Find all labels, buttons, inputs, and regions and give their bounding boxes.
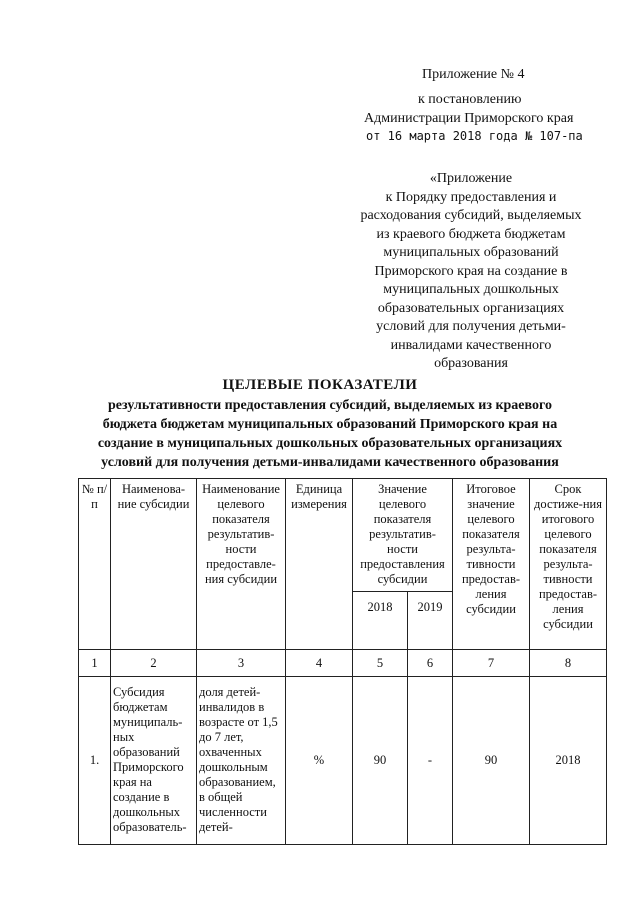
row-indicator: доля детей-инвалидов в возрасте от 1,5 до 7 лет, охваченных дошкольным образованием, в общей численности детей-	[197, 677, 286, 845]
procedure-annex-line: муниципальных образований	[383, 245, 559, 260]
header-indicator: Наименование целевого показателя результатив-ности предоставле-ния субсидии	[197, 479, 286, 650]
header-unit: Единица измерения	[286, 479, 353, 650]
table-row	[79, 677, 607, 845]
procedure-annex-line: муниципальных дошкольных	[383, 282, 559, 297]
header-final-value: Итоговое значение целевого показателя результа-тивности предостав-ления субсидии	[453, 479, 530, 650]
subtitle-line: условий для получения детьми-инвалидами качественного образования	[101, 455, 559, 470]
subtitle-line: создание в муниципальных дошкольных образовательных организациях	[97, 436, 563, 451]
column-number: 4	[286, 650, 353, 677]
procedure-annex-line: условий для получения детьми-	[376, 319, 566, 334]
procedure-annex-line: из краевого бюджета бюджетам	[376, 226, 566, 242]
subtitle-line: бюджета бюджетам муниципальных образований Приморского края на	[102, 417, 558, 432]
annex-administration: Администрации Приморского края	[364, 111, 574, 126]
header-year-2019: 2019	[408, 592, 453, 650]
column-number: 3	[197, 650, 286, 677]
header-year-2018: 2018	[353, 592, 408, 650]
procedure-annex-line: инвалидами качественного	[390, 337, 552, 353]
annex-date: от 16 марта 2018 года № 107-па	[366, 129, 583, 143]
row-subsidy: Субсидия бюджетам муниципаль-ных образований Приморского края на создание в дошкольных образователь-	[111, 677, 197, 845]
column-number: 1	[79, 650, 111, 677]
column-number: 5	[353, 650, 408, 677]
procedure-annex-line: образования	[434, 356, 508, 371]
header-value: Значение целевого показателя результатив-ности предоставления субсидии	[353, 479, 453, 592]
column-number: 8	[530, 650, 607, 677]
header-num: № п/п	[79, 479, 111, 650]
annex-to-resolution: к постановлению	[418, 92, 522, 107]
procedure-annex-line: расходования субсидий, выделяемых	[360, 208, 582, 223]
row-final-value: 90	[453, 677, 530, 845]
subtitle-line: результативности предоставления субсидий, выделяемых из краевого	[108, 398, 552, 413]
column-number: 7	[453, 650, 530, 677]
row-num: 1.	[79, 677, 111, 845]
column-number: 6	[408, 650, 453, 677]
document-title: ЦЕЛЕВЫЕ ПОКАЗАТЕЛИ	[222, 377, 418, 393]
row-value-2019: -	[408, 677, 453, 845]
column-number: 2	[111, 650, 197, 677]
procedure-annex-block	[338, 170, 604, 374]
procedure-annex-line: Приморского края на создание в	[374, 263, 568, 279]
header-subsidy: Наименова-ние субсидии	[111, 479, 197, 650]
row-value-2018: 90	[353, 677, 408, 845]
row-unit: %	[286, 677, 353, 845]
document-subtitle	[40, 396, 620, 472]
procedure-annex-line: к Порядку предоставления и	[385, 189, 557, 205]
procedure-annex-line: образовательных организациях	[377, 300, 565, 316]
indicators-table	[78, 478, 607, 845]
annex-number: Приложение № 4	[422, 67, 525, 82]
row-deadline: 2018	[530, 677, 607, 845]
procedure-annex-line: «Приложение	[429, 171, 513, 186]
table-header-row	[79, 479, 607, 592]
column-numbers-row	[79, 650, 607, 677]
header-deadline: Срок достиже-ния итогового целевого показателя результа-тивности предостав-ления субсидии	[530, 479, 607, 650]
